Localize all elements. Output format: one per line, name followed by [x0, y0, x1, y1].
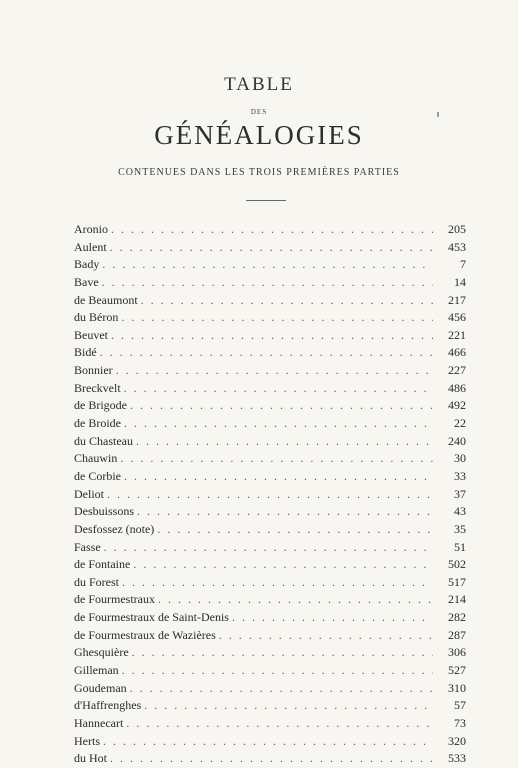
entry-name: du Béron	[74, 310, 119, 325]
entry-name: Bady	[74, 257, 100, 272]
page-heading-des: DES	[250, 108, 268, 116]
dot-leader	[130, 397, 433, 415]
dot-leader	[110, 750, 433, 768]
entry-page-number: 517	[448, 574, 466, 589]
entry-name: Hannecart	[74, 715, 124, 730]
entry-name: de Fourmestraux	[74, 592, 155, 607]
index-entry	[74, 591, 466, 609]
entry-page-number: 57	[454, 698, 466, 713]
entry-name: Desbuissons	[74, 504, 135, 519]
index-entry	[74, 697, 466, 715]
entry-name: Bonnier	[74, 363, 113, 378]
dot-leader	[121, 309, 433, 327]
entry-name: du Forest	[74, 574, 119, 589]
entry-page-number: 486	[448, 380, 466, 395]
index-entry	[74, 415, 466, 433]
entry-page-number: 227	[448, 363, 466, 378]
entry-name: de Broide	[74, 416, 121, 431]
dot-leader	[107, 486, 433, 504]
index-entry	[74, 644, 466, 662]
entry-name: Bidé	[74, 345, 97, 360]
entry-page-number: 43	[454, 504, 466, 519]
entry-page-number: 456	[448, 310, 466, 325]
dot-leader	[126, 715, 433, 733]
index-entry	[74, 733, 466, 751]
dot-leader	[110, 239, 433, 257]
dot-leader	[104, 539, 433, 557]
entry-name: Beuvet	[74, 327, 108, 342]
index-entry	[74, 539, 466, 557]
index-entry	[74, 627, 466, 645]
entry-name: de Fourmestraux de Wazières	[74, 627, 216, 642]
dot-leader	[144, 697, 433, 715]
page-subtitle: CONTENUES DANS LES TROIS PREMIÈRES PARTIES	[118, 167, 400, 178]
entry-name: de Fourmestraux de Saint-Denis	[74, 610, 229, 625]
entry-name: Aronio	[74, 222, 108, 236]
dot-leader	[111, 327, 433, 345]
entry-page-number: 527	[448, 663, 466, 678]
dot-leader	[124, 468, 433, 486]
index-entry	[74, 256, 466, 274]
entry-name: Deliot	[74, 486, 104, 501]
entry-name: d'Haffrenghes	[74, 698, 142, 713]
index-entry	[74, 309, 466, 327]
entry-page-number: 310	[448, 680, 466, 695]
entry-page-number: 282	[448, 610, 466, 625]
index-entry	[74, 521, 466, 539]
index-entry	[74, 750, 466, 768]
entry-page-number: 502	[448, 557, 466, 572]
dot-leader	[219, 627, 433, 645]
entry-page-number: 205	[448, 222, 466, 236]
index-entry	[74, 503, 466, 521]
index-entry	[74, 715, 466, 733]
index-list	[74, 221, 466, 768]
index-entry	[74, 609, 466, 627]
dot-leader	[100, 344, 433, 362]
entry-page-number: 51	[454, 539, 466, 554]
dot-leader	[130, 680, 433, 698]
entry-page-number: 22	[454, 416, 466, 431]
entry-page-number: 221	[448, 327, 466, 342]
entry-page-number: 320	[448, 733, 466, 748]
entry-name: Gilleman	[74, 663, 119, 678]
dot-leader	[137, 503, 433, 521]
entry-page-number: 30	[454, 451, 466, 466]
dot-leader	[124, 415, 433, 433]
entry-name: Goudeman	[74, 680, 127, 695]
entry-page-number: 466	[448, 345, 466, 360]
dot-leader	[111, 221, 433, 239]
entry-name: Ghesquière	[74, 645, 129, 660]
entry-name: de Fontaine	[74, 557, 131, 572]
entry-page-number: 33	[454, 468, 466, 483]
dot-leader	[120, 450, 433, 468]
dot-leader	[136, 433, 433, 451]
entry-page-number: 7	[460, 257, 466, 272]
entry-page-number: 73	[454, 715, 466, 730]
entry-page-number: 287	[448, 627, 466, 642]
index-entry	[74, 433, 466, 451]
index-entry	[74, 344, 466, 362]
entry-page-number: 35	[454, 521, 466, 536]
entry-page-number: 533	[448, 751, 466, 766]
entry-name: Chauwin	[74, 451, 118, 466]
index-entry	[74, 468, 466, 486]
entry-page-number: 14	[454, 274, 466, 289]
page-heading-table: TABLE	[224, 74, 294, 95]
index-entry	[74, 574, 466, 592]
index-entry	[74, 362, 466, 380]
title-divider	[246, 200, 286, 201]
entry-page-number: 37	[454, 486, 466, 501]
entry-name: Breckvelt	[74, 380, 121, 395]
index-entry	[74, 662, 466, 680]
entry-name: Fasse	[74, 539, 101, 554]
dot-leader	[102, 256, 433, 274]
index-entry	[74, 680, 466, 698]
entry-name: du Chasteau	[74, 433, 133, 448]
dot-leader	[102, 274, 433, 292]
dot-leader	[132, 644, 433, 662]
margin-mark	[437, 112, 439, 117]
entry-page-number: 217	[448, 292, 466, 307]
index-entry	[74, 327, 466, 345]
dot-leader	[116, 362, 433, 380]
entry-page-number: 453	[448, 239, 466, 254]
dot-leader	[122, 574, 433, 592]
entry-name: Aulent	[74, 239, 107, 254]
dot-leader	[157, 521, 433, 539]
dot-leader	[158, 591, 433, 609]
entry-name: de Brigode	[74, 398, 127, 413]
index-entry	[74, 292, 466, 310]
dot-leader	[141, 292, 433, 310]
dot-leader	[124, 380, 433, 398]
entry-page-number: 492	[448, 398, 466, 413]
entry-name: de Beaumont	[74, 292, 138, 307]
entry-name: Herts	[74, 733, 100, 748]
index-entry	[74, 397, 466, 415]
index-entry	[74, 380, 466, 398]
index-entry	[74, 556, 466, 574]
entry-page-number: 306	[448, 645, 466, 660]
dot-leader	[133, 556, 433, 574]
dot-leader	[122, 662, 433, 680]
entry-name: de Corbie	[74, 468, 121, 483]
index-entry	[74, 450, 466, 468]
entry-name: Bave	[74, 274, 99, 289]
entry-name: du Hot	[74, 751, 107, 766]
dot-leader	[103, 733, 433, 751]
index-entry	[74, 239, 466, 257]
entry-page-number: 240	[448, 433, 466, 448]
index-entry	[74, 486, 466, 504]
index-entry	[74, 221, 466, 239]
entry-name: Desfossez (note)	[74, 521, 155, 536]
index-entry	[74, 274, 466, 292]
page-title: GÉNÉALOGIES	[154, 120, 364, 150]
entry-page-number: 214	[448, 592, 466, 607]
dot-leader	[232, 609, 433, 627]
